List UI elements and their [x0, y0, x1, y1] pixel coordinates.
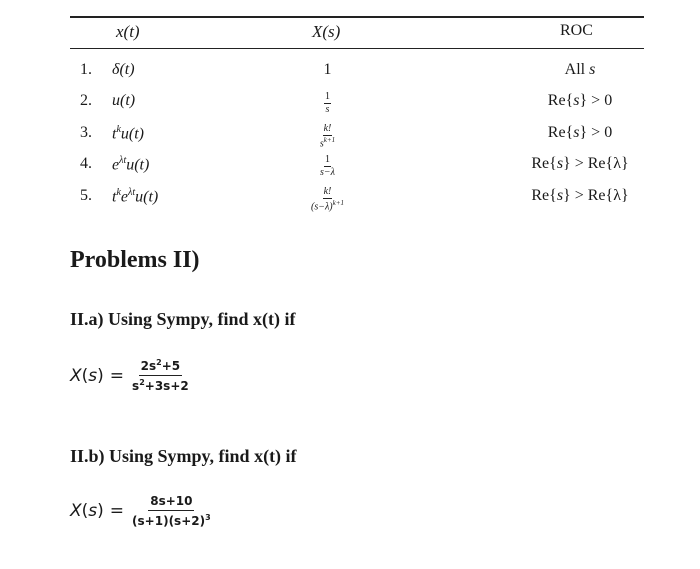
- table-row: [0, 92, 700, 120]
- table-row: [0, 187, 700, 215]
- roc-expression: Re{s} > Re{λ}: [531, 187, 629, 204]
- transform-expression: $\frac{k!}{(s-\lambda)^{k+1}}$: [311, 186, 344, 213]
- problem-a-equation: X(s) = $\frac{2s^2+5}{s^2+3s+2}$: [70, 358, 189, 393]
- equation-fraction: $\frac{2s^2+5}{s^2+3s+2}$: [132, 358, 189, 393]
- signal-expression: $e^{\lambda t}u(t)$: [112, 155, 150, 174]
- table-row: [0, 155, 700, 183]
- signal-expression: $t^ke^{\lambda t}u(t)$: [112, 187, 159, 206]
- column-header-roc: ROC: [560, 22, 593, 39]
- equation-fraction: $\frac{8s+10}{(s+1)(s+2)^3}$: [132, 494, 211, 528]
- equation-lhs: X(s): [70, 365, 104, 386]
- transform-expression: $\frac{k!}{s^{k+1}}$: [319, 123, 336, 150]
- roc-expression: Re{s} > 0: [547, 124, 613, 141]
- signal-expression: $t^ku(t)$: [112, 124, 145, 143]
- problem-b-equation: X(s) = $\frac{8s+10}{(s+1)(s+2)^3}$: [70, 494, 211, 528]
- signal-expression: u(t): [112, 92, 136, 109]
- roc-expression: All s: [564, 61, 596, 78]
- column-header-x-t: x(t): [116, 22, 140, 41]
- table-header-rule: [70, 48, 644, 49]
- transform-expression: $\frac{1}{s}$: [325, 91, 330, 115]
- equation-lhs: X(s): [70, 501, 104, 521]
- table-row: [0, 124, 700, 152]
- row-number: 1.: [80, 61, 92, 78]
- roc-expression: Re{s} > Re{λ}: [531, 155, 629, 172]
- row-number: 3.: [80, 124, 92, 141]
- column-header-X-s: X(s): [312, 22, 341, 41]
- table-row: [0, 61, 700, 89]
- roc-expression: Re{s} > 0: [547, 92, 613, 109]
- row-number: 4.: [80, 155, 92, 172]
- signal-expression: δ(t): [112, 61, 135, 78]
- row-number: 5.: [80, 187, 92, 204]
- table-top-rule: [70, 16, 644, 18]
- problem-b-heading: II.b) Using Sympy, find x(t) if: [70, 446, 297, 466]
- transform-expression: $\frac{1}{s-\lambda}$: [320, 154, 335, 178]
- row-number: 2.: [80, 92, 92, 109]
- transform-expression: 1: [323, 61, 332, 78]
- problem-a-heading: II.a) Using Sympy, find x(t) if: [70, 309, 296, 329]
- problems-title: Problems II): [70, 247, 200, 273]
